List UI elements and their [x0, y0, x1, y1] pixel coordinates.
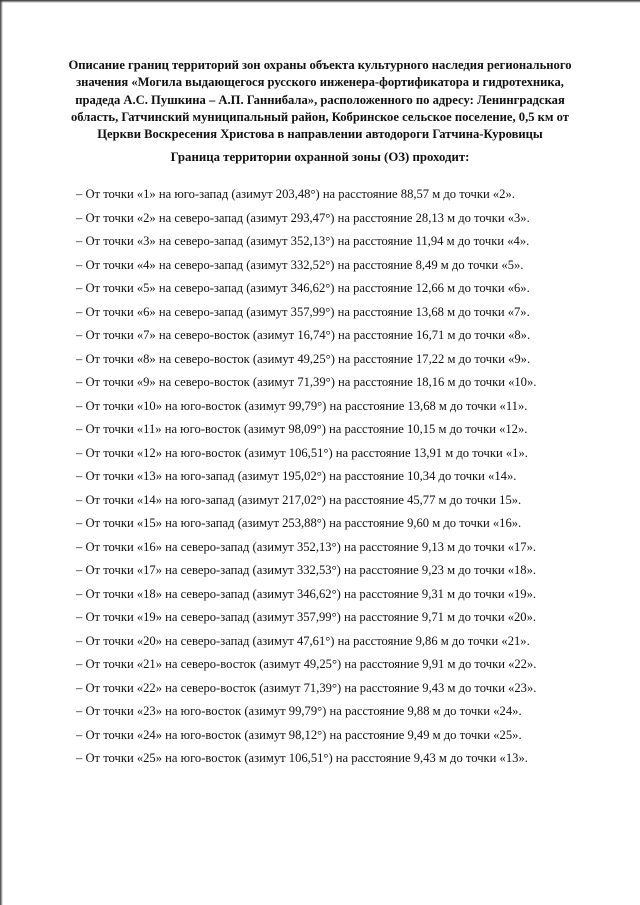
boundary-item: – От точки «12» на юго-восток (азимут 106,51°) на расстояние 13,91 м до точки «1». — [76, 445, 528, 460]
boundary-item: – От точки «14» на юго-запад (азимут 217,02°) на расстояние 45,77 м до точки 15». — [76, 492, 522, 507]
boundary-item: – От точки «19» на северо-запад (азимут 357,99°) на расстояние 9,71 м до точки «20». — [76, 610, 537, 624]
scan-edge-top — [0, 0, 640, 3]
boundary-item: – От точки «20» на северо-запад (азимут 47,61°) на расстояние 9,86 м до точки «21». — [76, 633, 530, 648]
boundary-item: – От точки «15» на юго-запад (азимут 253,88°) на расстояние 9,60 м до точки «16». — [76, 516, 522, 530]
boundary-item: – От точки «2» на северо-запад (азимут 293,47°) на расстояние 28,13 м до точки «3». — [76, 210, 530, 225]
boundary-item: – От точки «9» на северо-восток (азимут 71,39°) на расстояние 18,16 м до точки «10». — [76, 375, 537, 389]
boundary-item: – От точки «24» на юго-восток (азимут 98,12°) на расстояние 9,49 м до точки «25». — [76, 727, 522, 742]
boundary-item: – От точки «13» на юго-запад (азимут 195,02°) на расстояние 10,34 до точки «14». — [76, 469, 517, 483]
boundary-item: – От точки «10» на юго-восток (азимут 99,79°) на расстояние 13,68 м до точки «11». — [76, 398, 528, 413]
boundary-item: – От точки «5» на северо-запад (азимут 346,62°) на расстояние 12,66 м до точки «6». — [76, 281, 530, 295]
scan-edge-left — [0, 0, 3, 905]
boundary-item: – От точки «4» на северо-запад (азимут 332,52°) на расстояние 8,49 м до точки «5». — [76, 257, 524, 272]
boundary-item: – От точки «25» на юго-восток (азимут 106,51°) на расстояние 9,43 м до точки «13». — [76, 751, 528, 765]
boundary-item: – От точки «1» на юго-запад (азимут 203,48°) на расстояние 88,57 м до точки «2». — [76, 187, 515, 201]
boundary-item: – От точки «11» на юго-восток (азимут 98,09°) на расстояние 10,15 м до точки «12». — [76, 422, 528, 436]
boundary-item: – От точки «21» на северо-восток (азимут 49,25°) на расстояние 9,91 м до точки «22». — [76, 657, 537, 671]
boundary-item: – От точки «6» на северо-запад (азимут 357,99°) на расстояние 13,68 м до точки «7». — [76, 304, 530, 319]
section-heading: Граница территории охранной зоны (ОЗ) проходит: — [170, 150, 470, 164]
boundary-item: – От точки «17» на северо-запад (азимут 332,53°) на расстояние 9,23 м до точки «18». — [76, 563, 537, 577]
document-title — [60, 57, 580, 143]
boundary-item: – От точки «18» на северо-запад (азимут 346,62°) на расстояние 9,31 м до точки «19». — [76, 586, 537, 601]
boundary-item: – От точки «23» на юго-восток (азимут 99,79°) на расстояние 9,88 м до точки «24». — [76, 704, 522, 718]
boundary-item: – От точки «8» на северо-восток (азимут 49,25°) на расстояние 17,22 м до точки «9». — [76, 351, 531, 366]
title-line: значения «Могила выдающегося русского инженера-фортификатора и гидротехника, — [76, 75, 564, 90]
title-line: область, Гатчинский муниципальный район, Кобринское сельское поселение, 0,5 км от — [71, 109, 569, 124]
boundary-item: – От точки «3» на северо-запад (азимут 352,13°) на расстояние 11,94 м до точки «4». — [76, 234, 530, 248]
boundary-list — [76, 186, 616, 774]
boundary-item: – От точки «7» на северо-восток (азимут 16,74°) на расстояние 16,71 м до точки «8». — [76, 328, 531, 342]
boundary-item: – От точки «22» на северо-восток (азимут 71,39°) на расстояние 9,43 м до точки «23». — [76, 680, 537, 695]
title-line: прадеда А.С. Пушкина – А.П. Ганнибала», расположенного по адресу: Ленинградская — [75, 92, 565, 107]
title-line: Описание границ территорий зон охраны объекта культурного наследия регионального — [68, 58, 572, 72]
title-line: Церкви Воскресения Христова в направлении автодороги Гатчина-Куровицы — [97, 127, 543, 142]
boundary-item: – От точки «16» на северо-запад (азимут 352,13°) на расстояние 9,13 м до точки «17». — [76, 539, 537, 554]
